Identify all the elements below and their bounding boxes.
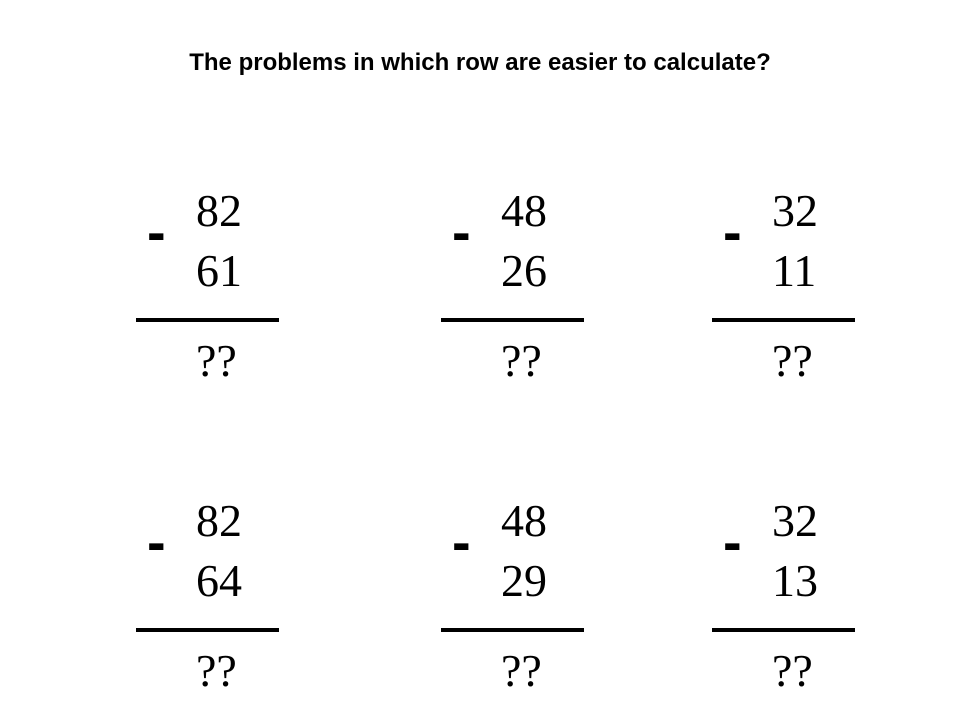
answer-rule [712,628,855,632]
answer-rule [136,318,279,322]
subtrahend: 64 [196,555,242,606]
answer-placeholder: ?? [772,335,813,386]
problem-row1-col2 [441,185,591,388]
answer-rule [441,318,584,322]
answer-rule [712,318,855,322]
subtrahend: 11 [772,245,817,296]
minuend: 48 [501,495,547,546]
problem-row2-col3 [712,495,862,698]
minuend: 48 [501,185,547,236]
minus-sign: - [147,510,166,573]
minus-sign: - [452,200,471,263]
subtrahend: 13 [772,555,818,606]
minus-sign: - [723,200,742,263]
question-title: The problems in which row are easier to calculate? [189,49,771,76]
problem-row1-col3 [712,185,862,388]
subtrahend: 29 [501,555,547,606]
minuend: 82 [196,185,242,236]
minuend: 32 [772,495,818,546]
minus-sign: - [723,510,742,573]
answer-placeholder: ?? [501,335,542,386]
answer-rule [441,628,584,632]
answer-placeholder: ?? [196,645,237,696]
answer-placeholder: ?? [501,645,542,696]
minuend: 32 [772,185,818,236]
problem-row2-col2 [441,495,591,698]
minus-sign: - [147,200,166,263]
minus-sign: - [452,510,471,573]
subtrahend: 61 [196,245,242,296]
answer-rule [136,628,279,632]
subtrahend: 26 [501,245,547,296]
problem-row2-col1 [136,495,286,698]
minuend: 82 [196,495,242,546]
problem-row1-col1 [136,185,286,388]
answer-placeholder: ?? [196,335,237,386]
answer-placeholder: ?? [772,645,813,696]
